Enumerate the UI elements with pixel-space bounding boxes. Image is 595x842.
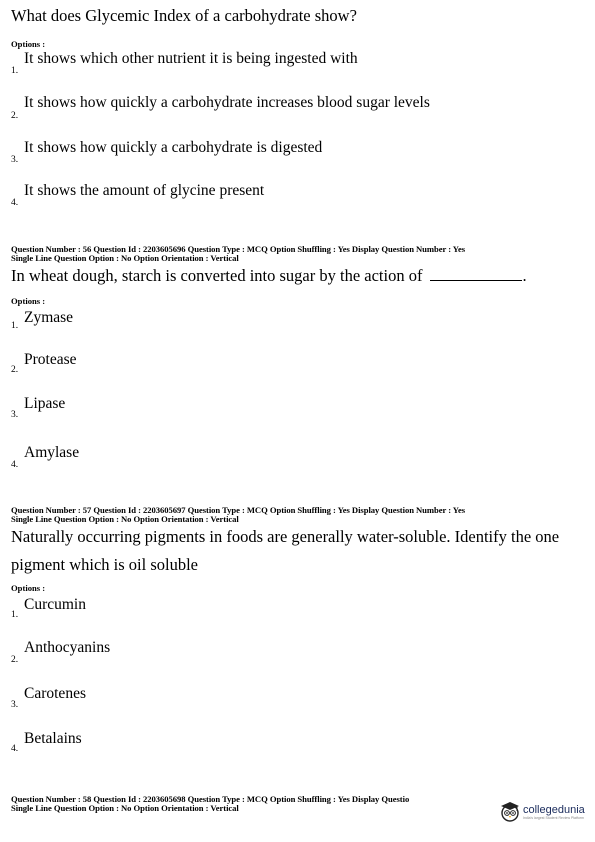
question-3-text-line-2: pigment which is oil soluble <box>11 555 198 574</box>
option-text: Zymase <box>24 309 74 326</box>
answer-blank <box>430 266 522 281</box>
option-text: Anthocyanins <box>24 639 111 656</box>
option-text: It shows how quickly a carbohydrate is digested <box>24 139 323 156</box>
option-number: 4. <box>11 460 19 470</box>
option-text: It shows the amount of glycine present <box>24 182 265 199</box>
option-number: 3. <box>11 700 19 710</box>
option-number: 2. <box>11 655 19 665</box>
option-number: 3. <box>11 410 19 420</box>
option-text: It shows how quickly a carbohydrate increases blood sugar levels <box>24 94 430 111</box>
question-3-meta-line-2: Single Line Question Option : No Option Orientation : Vertical <box>11 514 239 524</box>
option-number: 4. <box>11 198 19 208</box>
option-number: 1. <box>11 66 19 76</box>
logo-name: collegedunia <box>523 804 585 816</box>
question-4-meta-line-2: Single Line Question Option : No Option Orientation : Vertical <box>11 803 239 813</box>
option-number: 1. <box>11 610 19 620</box>
collegedunia-logo <box>499 800 585 822</box>
option-number: 2. <box>11 365 19 375</box>
question-3-options-label: Options : <box>11 583 46 593</box>
option-number: 3. <box>11 155 19 165</box>
option-number: 2. <box>11 111 19 121</box>
question-2-options-label: Options : <box>11 296 46 306</box>
question-2-meta-line-2: Single Line Question Option : No Option Orientation : Vertical <box>11 253 239 263</box>
option-text: Betalains <box>24 730 82 747</box>
graduate-owl-icon <box>499 800 521 822</box>
option-text: It shows which other nutrient it is being ingested with <box>24 50 358 67</box>
question-3-meta-line-1: Question Number : 57 Question Id : 2203605697 Question Type : MCQ Option Shuffling : Yes Display Question Number : Yes <box>11 505 466 515</box>
question-2-text-end: . <box>522 266 527 285</box>
option-text: Protease <box>24 351 77 368</box>
question-4-meta-line-1: Question Number : 58 Question Id : 2203605698 Question Type : MCQ Option Shuffling : Yes Display Questio <box>11 794 410 804</box>
question-1-options-label: Options : <box>11 39 46 49</box>
option-text: Amylase <box>24 444 80 461</box>
option-number: 1. <box>11 321 19 331</box>
question-2-text: In wheat dough, starch is converted into sugar by the action of <box>11 266 423 285</box>
question-3-text-line-1: Naturally occurring pigments in foods are generally water-soluble. Identify the one <box>11 527 560 546</box>
option-number: 4. <box>11 744 19 754</box>
option-text: Curcumin <box>24 596 86 613</box>
question-1-text: What does Glycemic Index of a carbohydrate show? <box>11 6 357 25</box>
option-text: Lipase <box>24 395 66 412</box>
option-text: Carotenes <box>24 685 86 702</box>
question-2-text-row <box>11 266 527 286</box>
question-2-meta-line-1: Question Number : 56 Question Id : 2203605696 Question Type : MCQ Option Shuffling : Yes Display Question Number : Yes <box>11 244 466 254</box>
logo-tagline: India's largest Student Review Platform <box>523 816 584 820</box>
